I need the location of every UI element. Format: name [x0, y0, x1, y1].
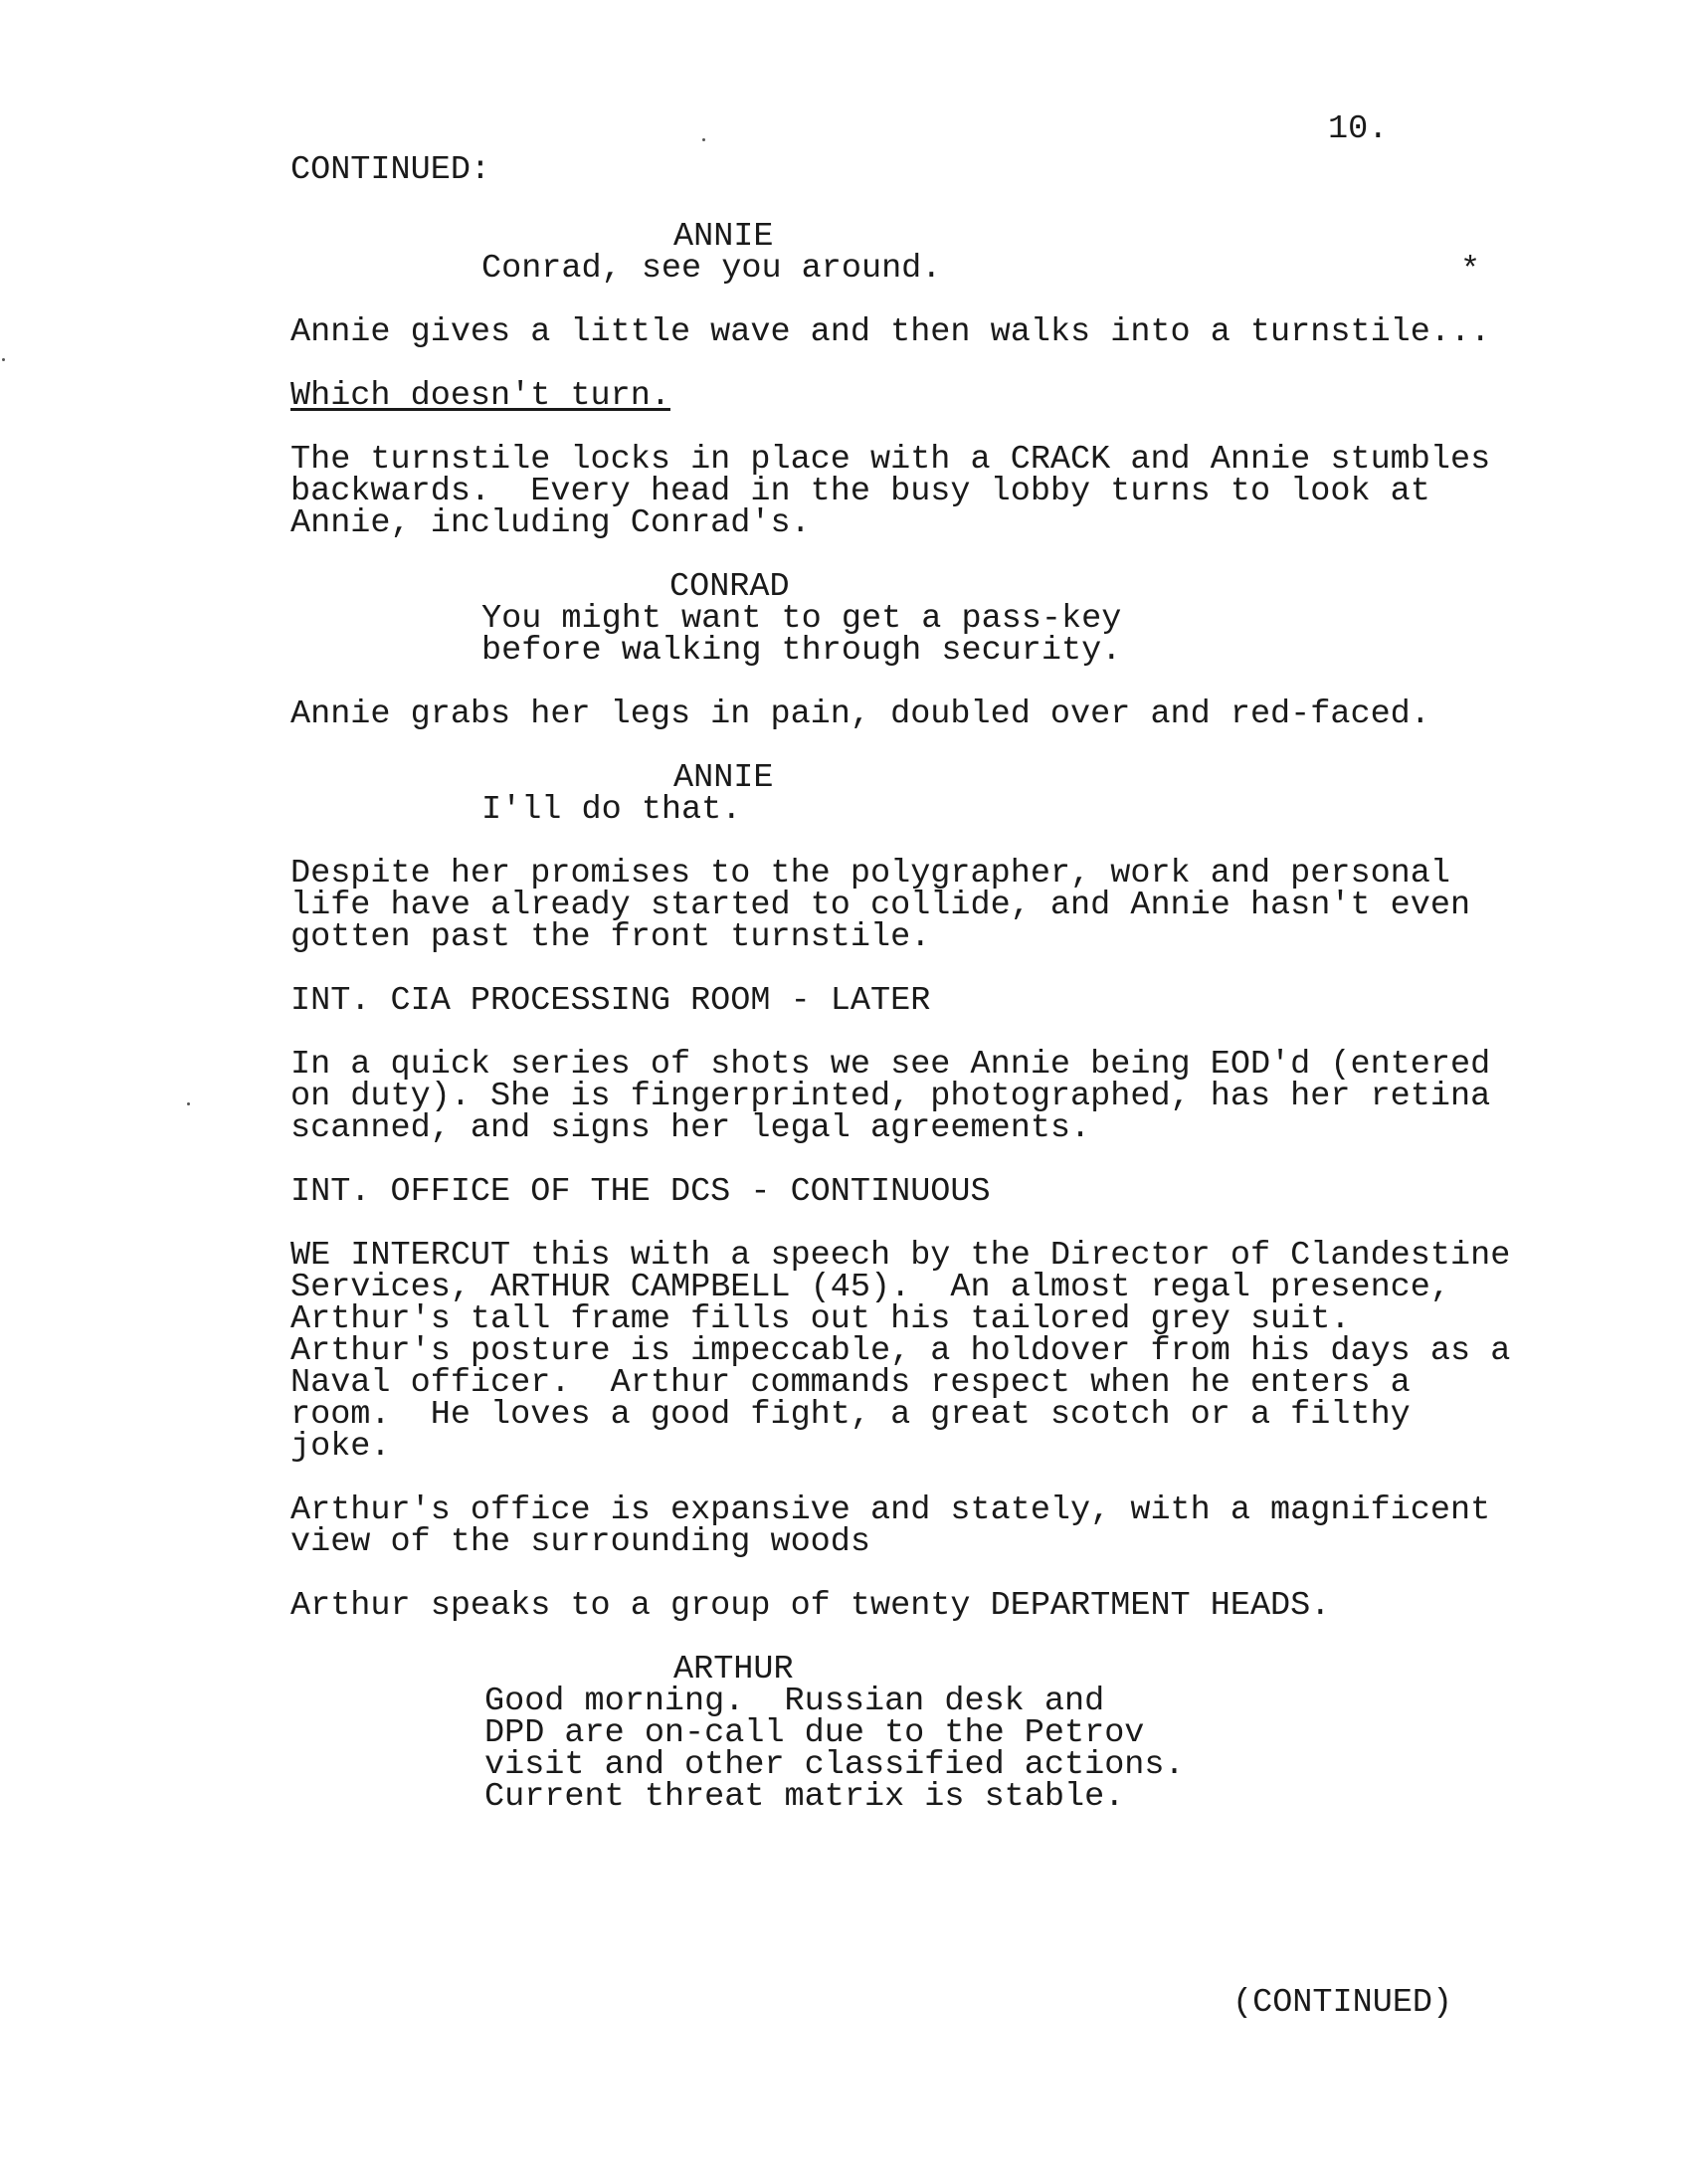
action-line: Annie grabs her legs in pain, doubled over and red-faced.: [290, 695, 1430, 733]
revision-mark: *: [1460, 252, 1481, 290]
dialogue-line: Conrad, see you around.: [481, 250, 942, 288]
action-line: life have already started to collide, and Annie hasn't even: [290, 887, 1471, 924]
action-line: Annie gives a little wave and then walks into a turnstile...: [290, 313, 1491, 351]
continued-header: CONTINUED:: [290, 151, 491, 189]
action-line: Arthur's posture is impeccable, a holdover from his days as a: [290, 1332, 1511, 1370]
action-line: WE INTERCUT this with a speech by the Director of Clandestine: [290, 1237, 1511, 1275]
action-line: Despite her promises to the polygrapher, work and personal: [290, 855, 1450, 893]
action-line: gotten past the front turnstile.: [290, 918, 931, 956]
action-line-underlined: Which doesn't turn.: [290, 377, 670, 415]
action-line: Arthur's tall frame fills out his tailored grey suit.: [290, 1300, 1351, 1338]
action-line: on duty). She is fingerprinted, photographed, has her retina: [290, 1078, 1491, 1115]
scene-heading: INT. CIA PROCESSING ROOM - LATER: [290, 982, 931, 1020]
action-line: The turnstile locks in place with a CRACK and Annie stumbles: [290, 441, 1491, 479]
character-cue-annie: ANNIE: [673, 759, 774, 797]
character-cue-arthur: ARTHUR: [673, 1651, 794, 1688]
scan-speck: [702, 138, 705, 141]
dialogue-line: You might want to get a pass-key: [481, 600, 1122, 638]
scan-speck: [2, 358, 5, 361]
dialogue-line: before walking through security.: [481, 632, 1122, 670]
dialogue-line: DPD are on-call due to the Petrov: [484, 1714, 1145, 1752]
action-line: In a quick series of shots we see Annie being EOD'd (entered: [290, 1046, 1491, 1084]
scan-speck: [187, 1102, 190, 1105]
dialogue-line: I'll do that.: [481, 791, 742, 829]
action-line: Services, ARTHUR CAMPBELL (45). An almost regal presence,: [290, 1269, 1450, 1306]
continued-footer: (CONTINUED): [1232, 1984, 1453, 2022]
character-cue-conrad: CONRAD: [669, 568, 790, 606]
page-number: 10.: [1328, 110, 1389, 148]
action-line: Arthur's office is expansive and stately, with a magnificent: [290, 1491, 1491, 1529]
dialogue-line: Good morning. Russian desk and: [484, 1683, 1105, 1720]
dialogue-line: visit and other classified actions.: [484, 1746, 1185, 1784]
dialogue-line: Current threat matrix is stable.: [484, 1778, 1125, 1816]
action-line: backwards. Every head in the busy lobby turns to look at: [290, 473, 1430, 510]
action-line: Annie, including Conrad's.: [290, 504, 811, 542]
action-line: joke.: [290, 1428, 391, 1466]
action-line: view of the surrounding woods: [290, 1523, 870, 1561]
action-line: room. He loves a good fight, a great scotch or a filthy: [290, 1396, 1411, 1434]
action-line: Naval officer. Arthur commands respect when he enters a: [290, 1364, 1411, 1402]
scene-heading: INT. OFFICE OF THE DCS - CONTINUOUS: [290, 1173, 991, 1211]
action-line: scanned, and signs her legal agreements.: [290, 1109, 1091, 1147]
character-cue-annie: ANNIE: [673, 218, 774, 256]
action-line: Arthur speaks to a group of twenty DEPARTMENT HEADS.: [290, 1587, 1331, 1625]
